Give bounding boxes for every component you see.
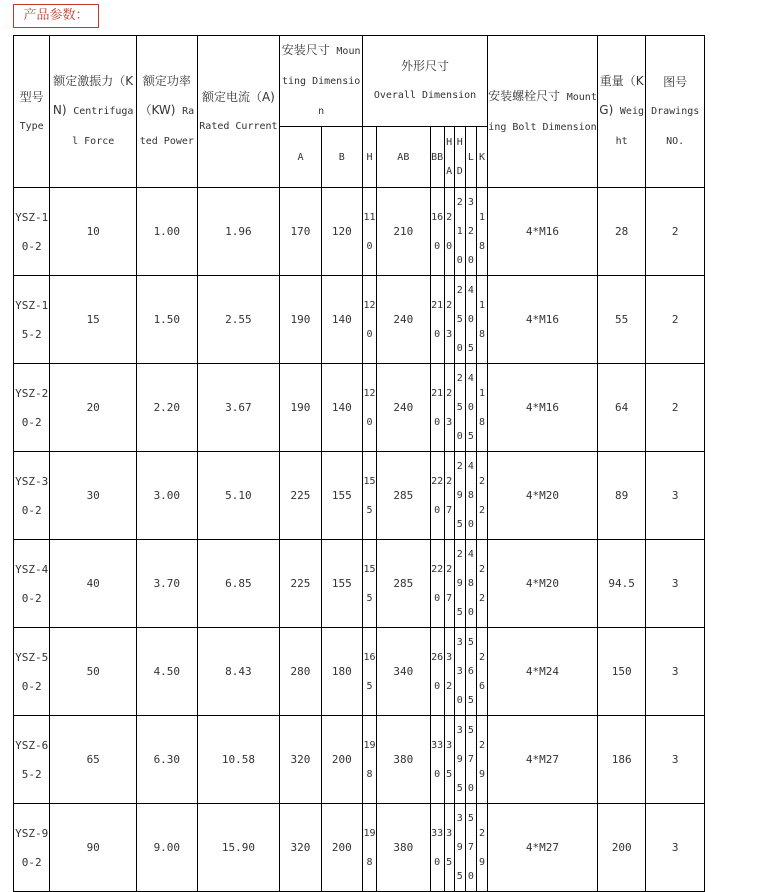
header-hd: HD — [454, 127, 465, 188]
header-drawing: 图号 Drawings NO. — [646, 36, 705, 188]
table-row: YSZ-15-2 15 1.50 2.55 190 140 120 240 210 23 250 405 18 4*M16 55 2 — [14, 276, 705, 364]
header-ha: HA — [444, 127, 454, 188]
section-label: 产品参数： — [13, 4, 99, 28]
header-a: A — [280, 127, 321, 188]
header-ab: AB — [377, 127, 430, 188]
header-k: K — [476, 127, 487, 188]
header-force: 额定激振力（KN) Centrifugal Force — [50, 36, 137, 188]
table-row: YSZ-30-2 30 3.00 5.10 225 155 155 285 220 27 295 480 22 4*M20 89 3 — [14, 452, 705, 540]
table-row: YSZ-20-2 20 2.20 3.67 190 140 120 240 210 23 250 405 18 4*M16 64 2 — [14, 364, 705, 452]
header-model: 型号 Type — [14, 36, 50, 188]
table-row: YSZ-10-2 10 1.00 1.96 170 120 110 210 160 20 210 320 18 4*M16 28 2 — [14, 188, 705, 276]
table-row: YSZ-65-2 65 6.30 10.58 320 200 198 380 330 35 395 570 29 4*M27 186 3 — [14, 716, 705, 804]
table-row: YSZ-90-2 90 9.00 15.90 320 200 198 380 330 35 395 570 29 4*M27 200 3 — [14, 804, 705, 892]
header-mounting: 安装尺寸 Mounting Dimension — [280, 36, 363, 127]
header-power: 额定功率（KW) Rated Power — [137, 36, 198, 188]
header-current: 额定电流（A) Rated Current — [197, 36, 280, 188]
header-overall: 外形尺寸 Overall Dimension — [362, 36, 487, 127]
header-b: B — [321, 127, 362, 188]
header-h: H — [362, 127, 376, 188]
header-bolt: 安装螺栓尺寸 Mounting Bolt Dimension — [488, 36, 598, 188]
table-row: YSZ-50-2 50 4.50 8.43 280 180 165 340 260 32 330 565 26 4*M24 150 3 — [14, 628, 705, 716]
header-bb: BB — [430, 127, 444, 188]
table-row: YSZ-40-2 40 3.70 6.85 225 155 155 285 220 27 295 480 22 4*M20 94.5 3 — [14, 540, 705, 628]
header-l: L — [465, 127, 476, 188]
spec-table — [13, 35, 705, 892]
header-weight: 重量（KG) Weight — [597, 36, 645, 188]
